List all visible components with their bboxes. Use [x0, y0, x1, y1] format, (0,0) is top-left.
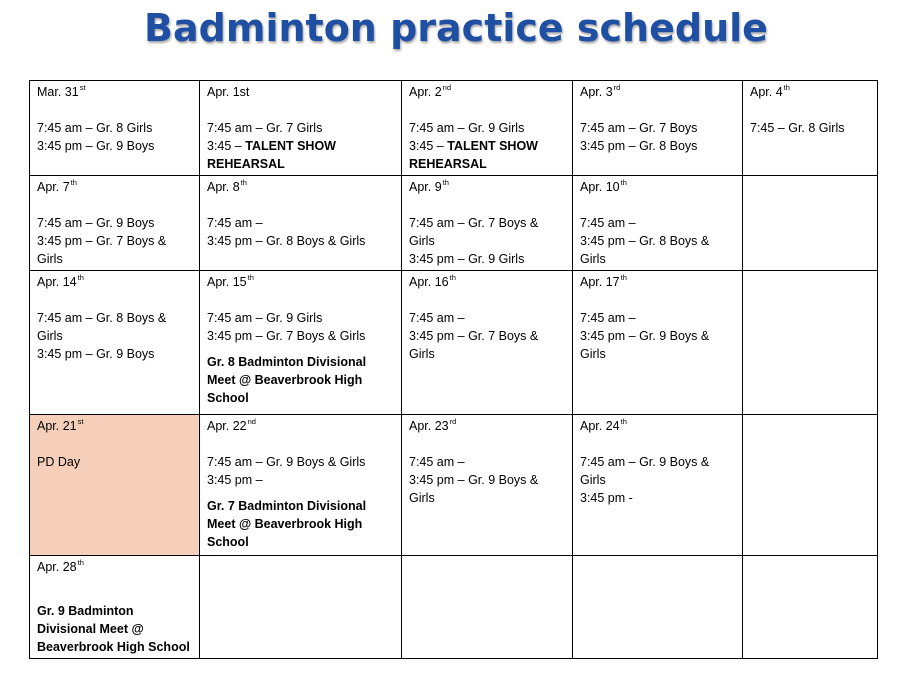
schedule-cell — [573, 271, 743, 415]
day-date-text: Apr. 4 — [750, 85, 783, 99]
schedule-cell — [743, 81, 878, 176]
day-date-text: Apr. 9 — [409, 180, 442, 194]
schedule-cell — [573, 176, 743, 271]
practice-slot: 3:45 pm – Gr. 8 Boys & Girls — [207, 234, 366, 248]
day-date — [580, 417, 735, 435]
schedule-cell — [30, 81, 200, 176]
day-date-text: Mar. 31 — [37, 85, 79, 99]
schedule-cell — [573, 415, 743, 556]
day-date — [580, 178, 735, 196]
spacer — [207, 196, 394, 214]
schedule-row — [30, 81, 878, 176]
page-title: Badminton practice schedule — [144, 6, 768, 50]
schedule-cell — [402, 271, 573, 415]
schedule-cell — [402, 176, 573, 271]
practice-slot: 3:45 pm - — [580, 491, 633, 505]
talent-show-label: TALENT SHOW REHEARSAL — [207, 139, 336, 171]
practice-slot: 7:45 am – Gr. 7 Boys & Girls — [409, 216, 539, 248]
spacer — [409, 101, 565, 119]
date-suffix: th — [247, 273, 254, 282]
practice-slot — [207, 137, 394, 173]
practice-slot: 7:45 am – — [409, 311, 465, 325]
day-date — [580, 83, 735, 101]
day-date — [409, 273, 565, 291]
date-suffix: th — [77, 558, 84, 567]
schedule-cell — [30, 176, 200, 271]
schedule-cell — [200, 415, 402, 556]
day-date — [207, 417, 394, 435]
schedule-cell — [200, 556, 402, 659]
date-suffix: nd — [247, 417, 256, 426]
day-date — [409, 83, 565, 101]
spacer — [207, 435, 394, 453]
day-date — [409, 417, 565, 435]
day-date — [37, 417, 192, 435]
day-date-text: Apr. 10 — [580, 180, 620, 194]
schedule-cell — [573, 556, 743, 659]
schedule-row — [30, 176, 878, 271]
practice-slot: 7:45 am – Gr. 9 Boys & Girls — [580, 455, 710, 487]
practice-slot — [409, 137, 565, 173]
schedule-cell — [743, 176, 878, 271]
day-date-text: Apr. 1st — [207, 85, 250, 99]
spacer — [37, 291, 192, 309]
divisional-meet-note: Gr. 9 Badminton Divisional Meet @ Beaverbrook High School — [37, 604, 190, 654]
spacer — [37, 594, 192, 602]
spacer — [580, 291, 735, 309]
practice-slot: 7:45 am – — [207, 216, 263, 230]
schedule-cell — [200, 176, 402, 271]
spacer — [37, 435, 192, 453]
schedule-cell — [743, 271, 878, 415]
divisional-meet-note: Gr. 7 Badminton Divisional Meet @ Beaverbrook High School — [207, 499, 367, 549]
day-date — [37, 83, 192, 101]
practice-slot: PD Day — [37, 455, 81, 469]
practice-slot: 7:45 – Gr. 8 Girls — [750, 121, 845, 135]
date-suffix: th — [620, 417, 627, 426]
day-date-text: Apr. 8 — [207, 180, 240, 194]
spacer — [580, 196, 735, 214]
day-date-text: Apr. 21 — [37, 419, 77, 433]
date-suffix: th — [77, 273, 84, 282]
day-date — [750, 83, 870, 101]
day-date-text: Apr. 7 — [37, 180, 70, 194]
practice-slot: 3:45 pm – Gr. 9 Girls — [409, 252, 525, 266]
day-date-text: Apr. 17 — [580, 275, 620, 289]
spacer — [580, 101, 735, 119]
practice-slot: 3:45 pm – Gr. 7 Boys & Girls — [207, 329, 366, 343]
practice-slot: 7:45 am – Gr. 9 Girls — [409, 121, 525, 135]
schedule-cell — [30, 271, 200, 415]
practice-slot: 3:45 pm – Gr. 7 Boys & Girls — [37, 234, 167, 266]
schedule-cell — [200, 81, 402, 176]
spacer — [750, 101, 870, 119]
day-date — [37, 178, 192, 196]
practice-time: 3:45 – — [207, 139, 246, 153]
schedule-cell — [573, 81, 743, 176]
date-suffix: th — [442, 178, 449, 187]
schedule-cell — [402, 556, 573, 659]
practice-slot: 3:45 pm – Gr. 7 Boys & Girls — [409, 329, 539, 361]
practice-slot: 3:45 pm – Gr. 9 Boys & Girls — [409, 473, 539, 505]
practice-slot: 7:45 am – Gr. 7 Girls — [207, 121, 323, 135]
spacer — [207, 489, 394, 497]
day-date — [207, 83, 394, 101]
day-date — [37, 273, 192, 291]
spacer — [409, 291, 565, 309]
schedule-cell — [402, 415, 573, 556]
schedule-row — [30, 271, 878, 415]
day-date-text: Apr. 24 — [580, 419, 620, 433]
practice-slot: 3:45 pm – Gr. 9 Boys — [37, 347, 155, 361]
day-date-text: Apr. 14 — [37, 275, 77, 289]
date-suffix: th — [70, 178, 77, 187]
spacer — [580, 435, 735, 453]
date-suffix: th — [449, 273, 456, 282]
practice-slot: 7:45 am – — [409, 455, 465, 469]
practice-time: 3:45 – — [409, 139, 448, 153]
schedule-cell — [30, 415, 200, 556]
date-suffix: rd — [449, 417, 457, 426]
date-suffix: th — [620, 273, 627, 282]
talent-show-label: TALENT SHOW REHEARSAL — [409, 139, 538, 171]
day-date — [207, 273, 394, 291]
schedule-table — [29, 80, 878, 659]
day-date-text: Apr. 28 — [37, 560, 77, 574]
day-date — [580, 273, 735, 291]
schedule-cell — [402, 81, 573, 176]
day-date-text: Apr. 3 — [580, 85, 613, 99]
practice-slot: 3:45 pm – Gr. 9 Boys & Girls — [580, 329, 710, 361]
date-suffix: rd — [613, 83, 621, 92]
spacer — [207, 291, 394, 309]
practice-slot: 7:45 am – Gr. 9 Boys — [37, 216, 155, 230]
spacer — [207, 101, 394, 119]
spacer — [207, 345, 394, 353]
spacer — [37, 576, 192, 594]
day-date — [207, 178, 394, 196]
day-date — [37, 558, 192, 576]
practice-slot: 7:45 am – — [580, 216, 636, 230]
day-date — [409, 178, 565, 196]
date-suffix: th — [240, 178, 247, 187]
practice-slot: 7:45 am – Gr. 9 Boys & Girls — [207, 455, 366, 469]
date-suffix: th — [620, 178, 627, 187]
day-date-text: Apr. 2 — [409, 85, 442, 99]
date-suffix: st — [77, 417, 84, 426]
practice-slot: 3:45 pm – Gr. 9 Boys — [37, 139, 155, 153]
schedule-row — [30, 556, 878, 659]
schedule-row — [30, 415, 878, 556]
schedule-cell — [30, 556, 200, 659]
day-date-text: Apr. 23 — [409, 419, 449, 433]
practice-slot: 7:45 am – Gr. 9 Girls — [207, 311, 323, 325]
spacer — [37, 101, 192, 119]
spacer — [37, 196, 192, 214]
practice-slot: 7:45 am – Gr. 8 Boys & Girls — [37, 311, 167, 343]
practice-slot: 7:45 am – Gr. 8 Girls — [37, 121, 153, 135]
practice-slot: 7:45 am – Gr. 7 Boys — [580, 121, 698, 135]
schedule-cell — [200, 271, 402, 415]
divisional-meet-note: Gr. 8 Badminton Divisional Meet @ Beaverbrook High School — [207, 355, 367, 405]
schedule-cell — [743, 415, 878, 556]
date-suffix: st — [79, 83, 86, 92]
day-date-text: Apr. 16 — [409, 275, 449, 289]
spacer — [409, 196, 565, 214]
day-date-text: Apr. 15 — [207, 275, 247, 289]
practice-slot: 3:45 pm – — [207, 473, 263, 487]
day-date-text: Apr. 22 — [207, 419, 247, 433]
date-suffix: nd — [442, 83, 452, 92]
spacer — [409, 435, 565, 453]
date-suffix: th — [783, 83, 790, 92]
practice-slot: 7:45 am – — [580, 311, 636, 325]
practice-slot: 3:45 pm – Gr. 8 Boys — [580, 139, 698, 153]
practice-slot: 3:45 pm – Gr. 8 Boys & Girls — [580, 234, 710, 266]
schedule-cell — [743, 556, 878, 659]
